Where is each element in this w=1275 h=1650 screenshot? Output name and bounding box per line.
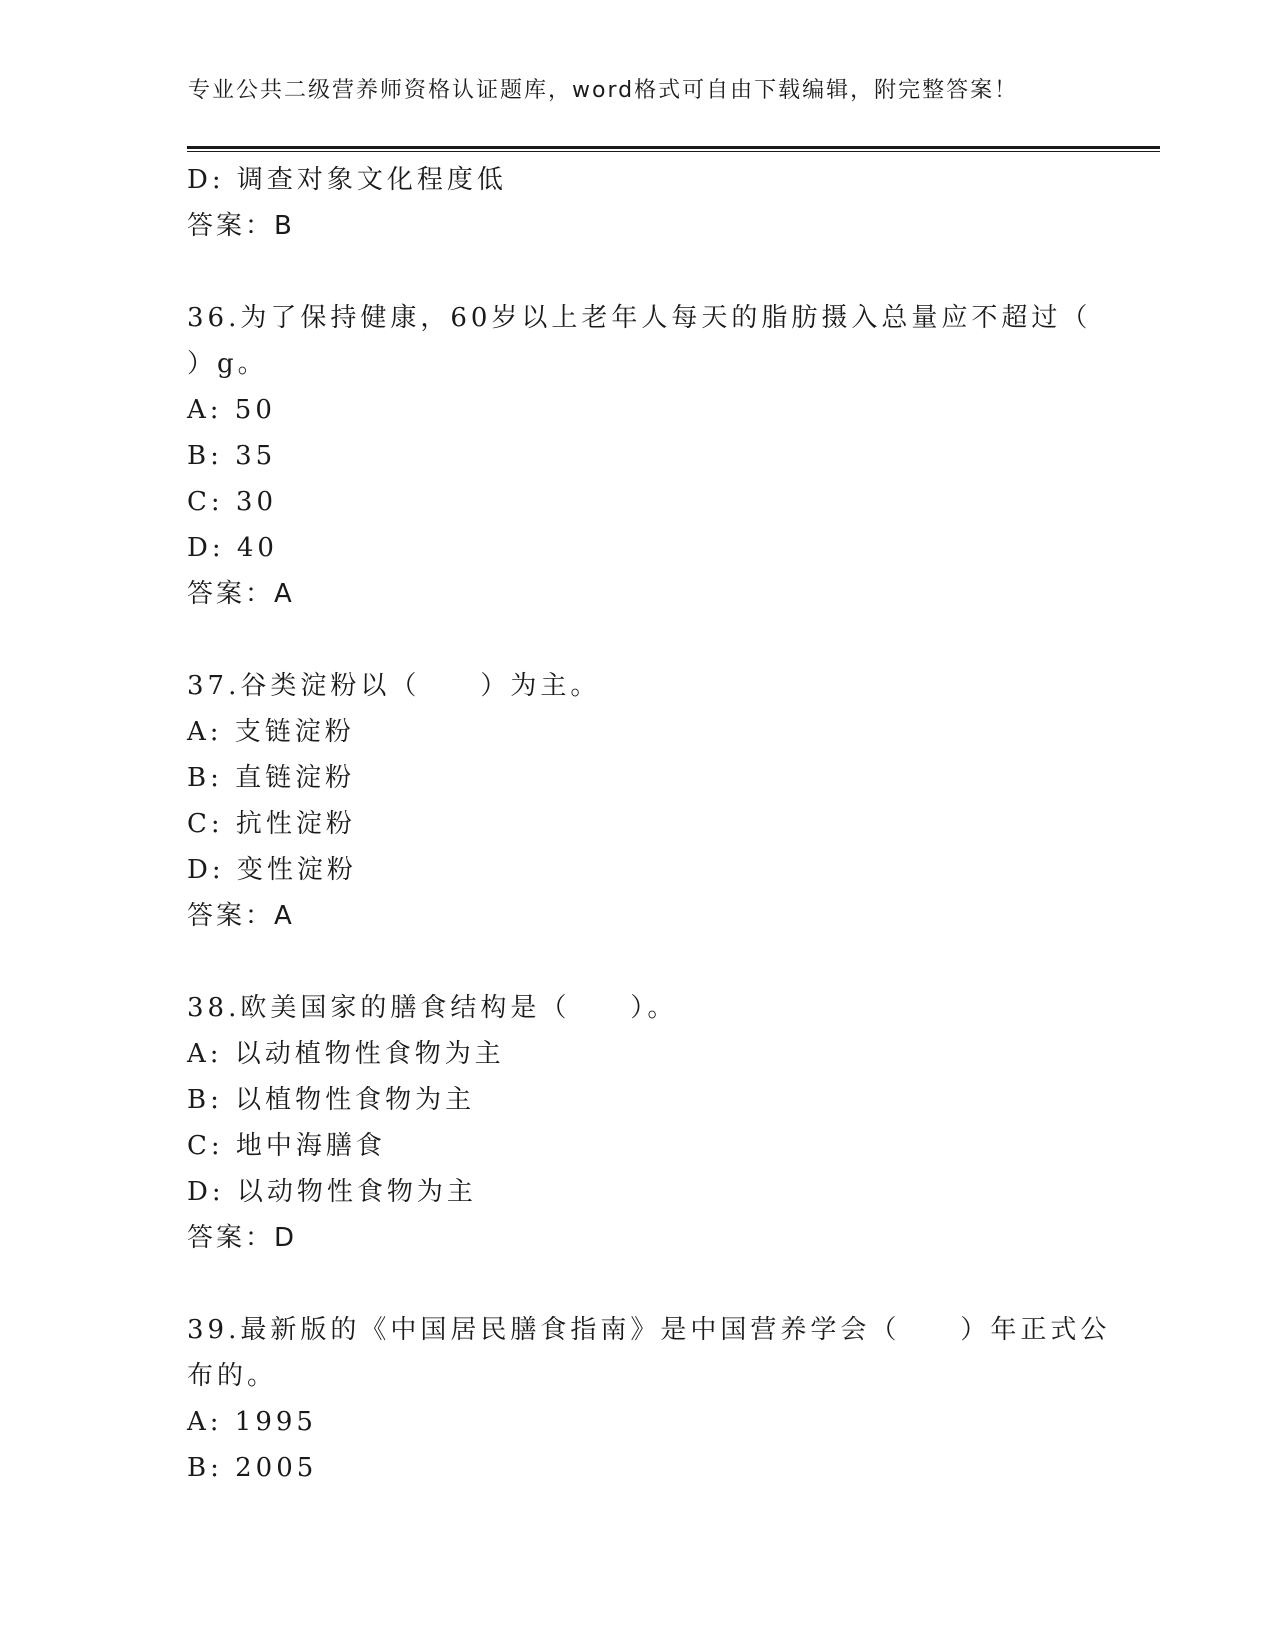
block-spacer bbox=[187, 249, 1087, 295]
question-text-continued: 布的。 bbox=[187, 1361, 278, 1391]
question-text: 39.最新版的《中国居民膳食指南》是中国营养学会（ ）年正式公 bbox=[187, 1315, 1111, 1345]
header-divider-thin bbox=[187, 151, 1160, 152]
option-d: D: 40 bbox=[187, 533, 278, 563]
answer-line: 答案：B bbox=[187, 211, 295, 241]
question-block-35 bbox=[187, 157, 1087, 249]
option-a: A: 50 bbox=[187, 395, 276, 425]
option-a: A: 以动植物性食物为主 bbox=[187, 1039, 505, 1069]
option-a: A: 支链淀粉 bbox=[187, 717, 355, 747]
option-c: C: 抗性淀粉 bbox=[187, 809, 356, 839]
option-b: B: 直链淀粉 bbox=[187, 763, 356, 793]
block-spacer bbox=[187, 939, 1087, 985]
option-line: D: 调查对象文化程度低 bbox=[187, 165, 507, 195]
answer-line: 答案：A bbox=[187, 901, 295, 931]
option-c: C: 地中海膳食 bbox=[187, 1131, 386, 1161]
block-spacer bbox=[187, 617, 1087, 663]
question-text-continued: ）g。 bbox=[187, 349, 268, 379]
question-block-37 bbox=[187, 663, 1087, 939]
answer-line: 答案：D bbox=[187, 1223, 298, 1253]
option-b: B: 35 bbox=[187, 441, 277, 471]
answer-line: 答案：A bbox=[187, 579, 295, 609]
option-b: B: 2005 bbox=[187, 1453, 318, 1483]
header-divider-thick bbox=[187, 146, 1160, 149]
question-text: 37.谷类淀粉以（ ）为主。 bbox=[187, 671, 601, 701]
question-block-38 bbox=[187, 985, 1087, 1261]
block-spacer bbox=[187, 1261, 1087, 1307]
question-text: 38.欧美国家的膳食结构是（ ）。 bbox=[187, 993, 678, 1023]
option-c: C: 30 bbox=[187, 487, 278, 517]
option-d: D: 以动物性食物为主 bbox=[187, 1177, 477, 1207]
option-b: B: 以植物性食物为主 bbox=[187, 1085, 476, 1115]
page-header: 专业公共二级营养师资格认证题库，word格式可自由下载编辑，附完整答案！ bbox=[188, 78, 1019, 103]
option-d: D: 变性淀粉 bbox=[187, 855, 357, 885]
question-list bbox=[187, 157, 1111, 1491]
question-text: 36.为了保持健康，60岁以上老年人每天的脂肪摄入总量应不超过（ bbox=[187, 303, 1092, 333]
question-block-36 bbox=[187, 295, 1092, 617]
question-block-39 bbox=[187, 1307, 1111, 1491]
option-a: A: 1995 bbox=[187, 1407, 317, 1437]
